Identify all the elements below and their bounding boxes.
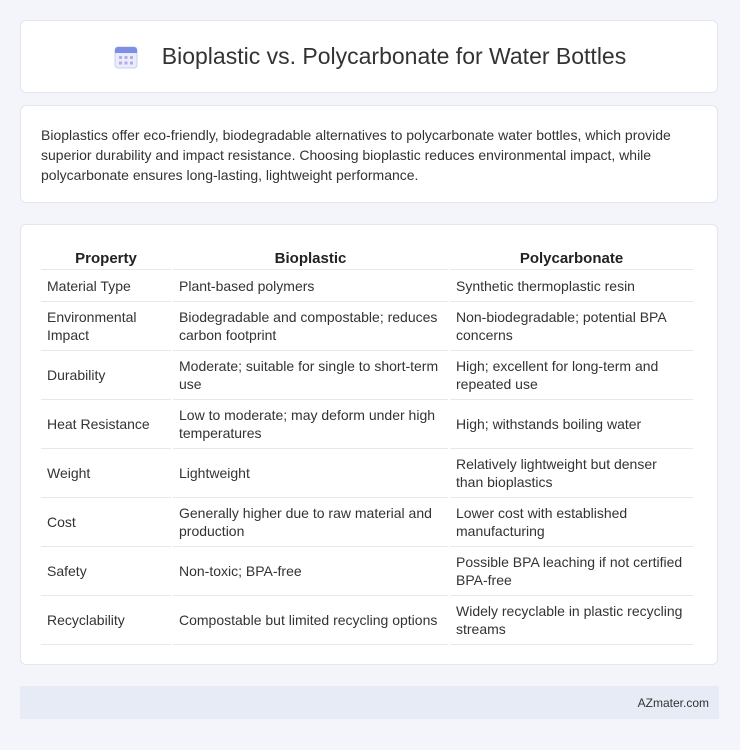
property-cell: Cost — [41, 498, 171, 547]
bioplastic-cell: Lightweight — [173, 449, 448, 498]
polycarbonate-cell: Lower cost with established manufacturing — [450, 498, 693, 547]
comparison-table — [39, 247, 695, 645]
intro-text: Bioplastics offer eco-friendly, biodegradable alternatives to polycarbonate water bottles, which provide superior durability and impact resistance. Choosing bioplastic reduces environmental impact, while polycarbonate ensures long-lasting, lightweight performance. — [41, 127, 671, 183]
bioplastic-cell: Compostable but limited recycling options — [173, 596, 448, 645]
table-header-row — [41, 247, 693, 270]
polycarbonate-cell: Relatively lightweight but denser than bioplastics — [450, 449, 693, 498]
table-row — [41, 596, 693, 645]
table-row — [41, 547, 693, 596]
polycarbonate-cell: Synthetic thermoplastic resin — [450, 270, 693, 302]
polycarbonate-cell: Widely recyclable in plastic recycling streams — [450, 596, 693, 645]
bioplastic-cell: Biodegradable and compostable; reduces carbon footprint — [173, 302, 448, 351]
table-row — [41, 498, 693, 547]
table-row — [41, 302, 693, 351]
intro-card — [20, 105, 718, 203]
table-row — [41, 270, 693, 302]
property-cell: Environmental Impact — [41, 302, 171, 351]
polycarbonate-cell: High; excellent for long-term and repeated use — [450, 351, 693, 400]
footer-brand: AZmater.com — [637, 695, 709, 710]
column-header: Polycarbonate — [450, 247, 693, 270]
polycarbonate-cell: Non-biodegradable; potential BPA concerns — [450, 302, 693, 351]
page-title: Bioplastic vs. Polycarbonate for Water Bottles — [161, 43, 627, 69]
table-row — [41, 449, 693, 498]
header-card — [20, 20, 718, 93]
column-header: Property — [41, 247, 171, 270]
table-row — [41, 351, 693, 400]
property-cell: Material Type — [41, 270, 171, 302]
property-cell: Recyclability — [41, 596, 171, 645]
comparison-card — [20, 224, 718, 665]
property-cell: Heat Resistance — [41, 400, 171, 449]
polycarbonate-cell: Possible BPA leaching if not certified BPA-free — [450, 547, 693, 596]
polycarbonate-cell: High; withstands boiling water — [450, 400, 693, 449]
bioplastic-cell: Generally higher due to raw material and production — [173, 498, 448, 547]
table-row — [41, 400, 693, 449]
footer — [20, 686, 719, 719]
bioplastic-cell: Moderate; suitable for single to short-term use — [173, 351, 448, 400]
bioplastic-cell: Non-toxic; BPA-free — [173, 547, 448, 596]
property-cell: Durability — [41, 351, 171, 400]
bioplastic-cell: Low to moderate; may deform under high temperatures — [173, 400, 448, 449]
column-header: Bioplastic — [173, 247, 448, 270]
calendar-icon — [112, 43, 140, 71]
property-cell: Safety — [41, 547, 171, 596]
bioplastic-cell: Plant-based polymers — [173, 270, 448, 302]
property-cell: Weight — [41, 449, 171, 498]
